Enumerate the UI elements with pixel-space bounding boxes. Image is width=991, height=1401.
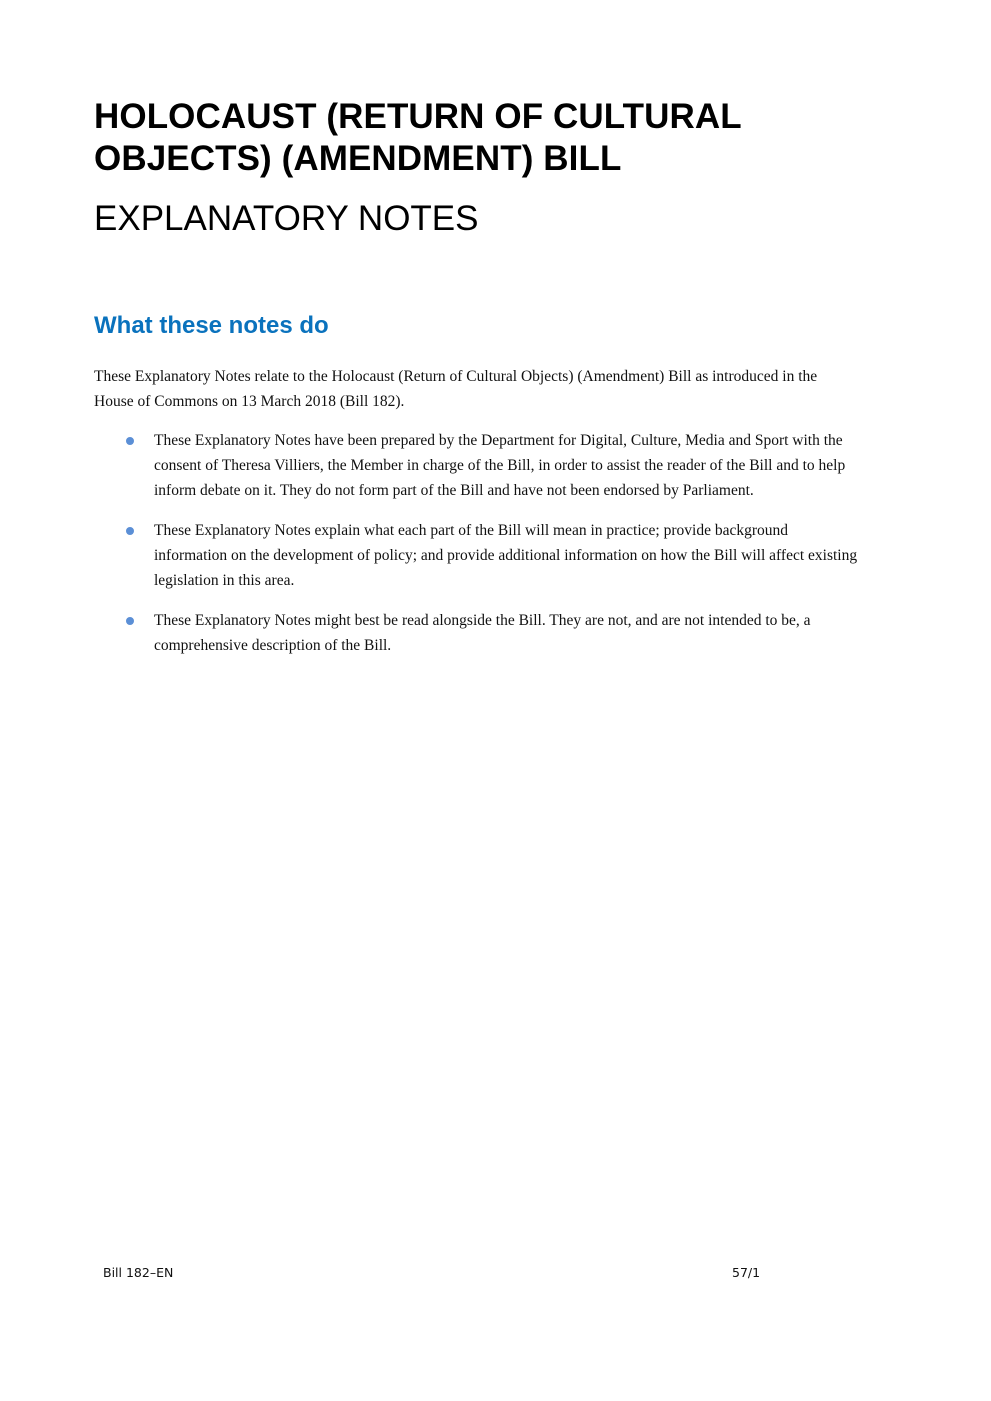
bullet-text: These Explanatory Notes might best be read alongside the Bill. They are not, and are not intended to be, a comprehensive description of the Bill. <box>154 612 811 654</box>
bullet-text: These Explanatory Notes explain what each part of the Bill will mean in practice; provide background information on the development of policy; and provide additional information on how the Bill will affect existing legislation in this area. <box>154 522 858 589</box>
bullet-list <box>124 428 864 673</box>
bullet-icon <box>126 527 134 535</box>
document-title: HOLOCAUST (RETURN OF CULTURAL OBJECTS) (AMENDMENT) BILL <box>94 97 742 178</box>
list-item <box>124 608 864 658</box>
intro-paragraph: These Explanatory Notes relate to the Holocaust (Return of Cultural Objects) (Amendment) Bill as introduced in the House of Commons on 13 March 2018 (Bill 182). <box>94 368 818 410</box>
section-heading: What these notes do <box>94 312 329 339</box>
bullet-icon <box>126 617 134 625</box>
bullet-text: These Explanatory Notes have been prepared by the Department for Digital, Culture, Media and Sport with the consent of Theresa Villiers, the Member in charge of the Bill, in order to assist the reader of the Bill and to help inform debate on it. They do not form part of the Bill and have not been endorsed by Parliament. <box>154 432 846 499</box>
bullet-icon <box>126 437 134 445</box>
footer-bill-reference: Bill 182–EN <box>103 1265 174 1280</box>
list-item <box>124 428 864 503</box>
footer-page-number: 57/1 <box>732 1265 761 1280</box>
document-subtitle: EXPLANATORY NOTES <box>94 199 479 238</box>
list-item <box>124 518 864 593</box>
